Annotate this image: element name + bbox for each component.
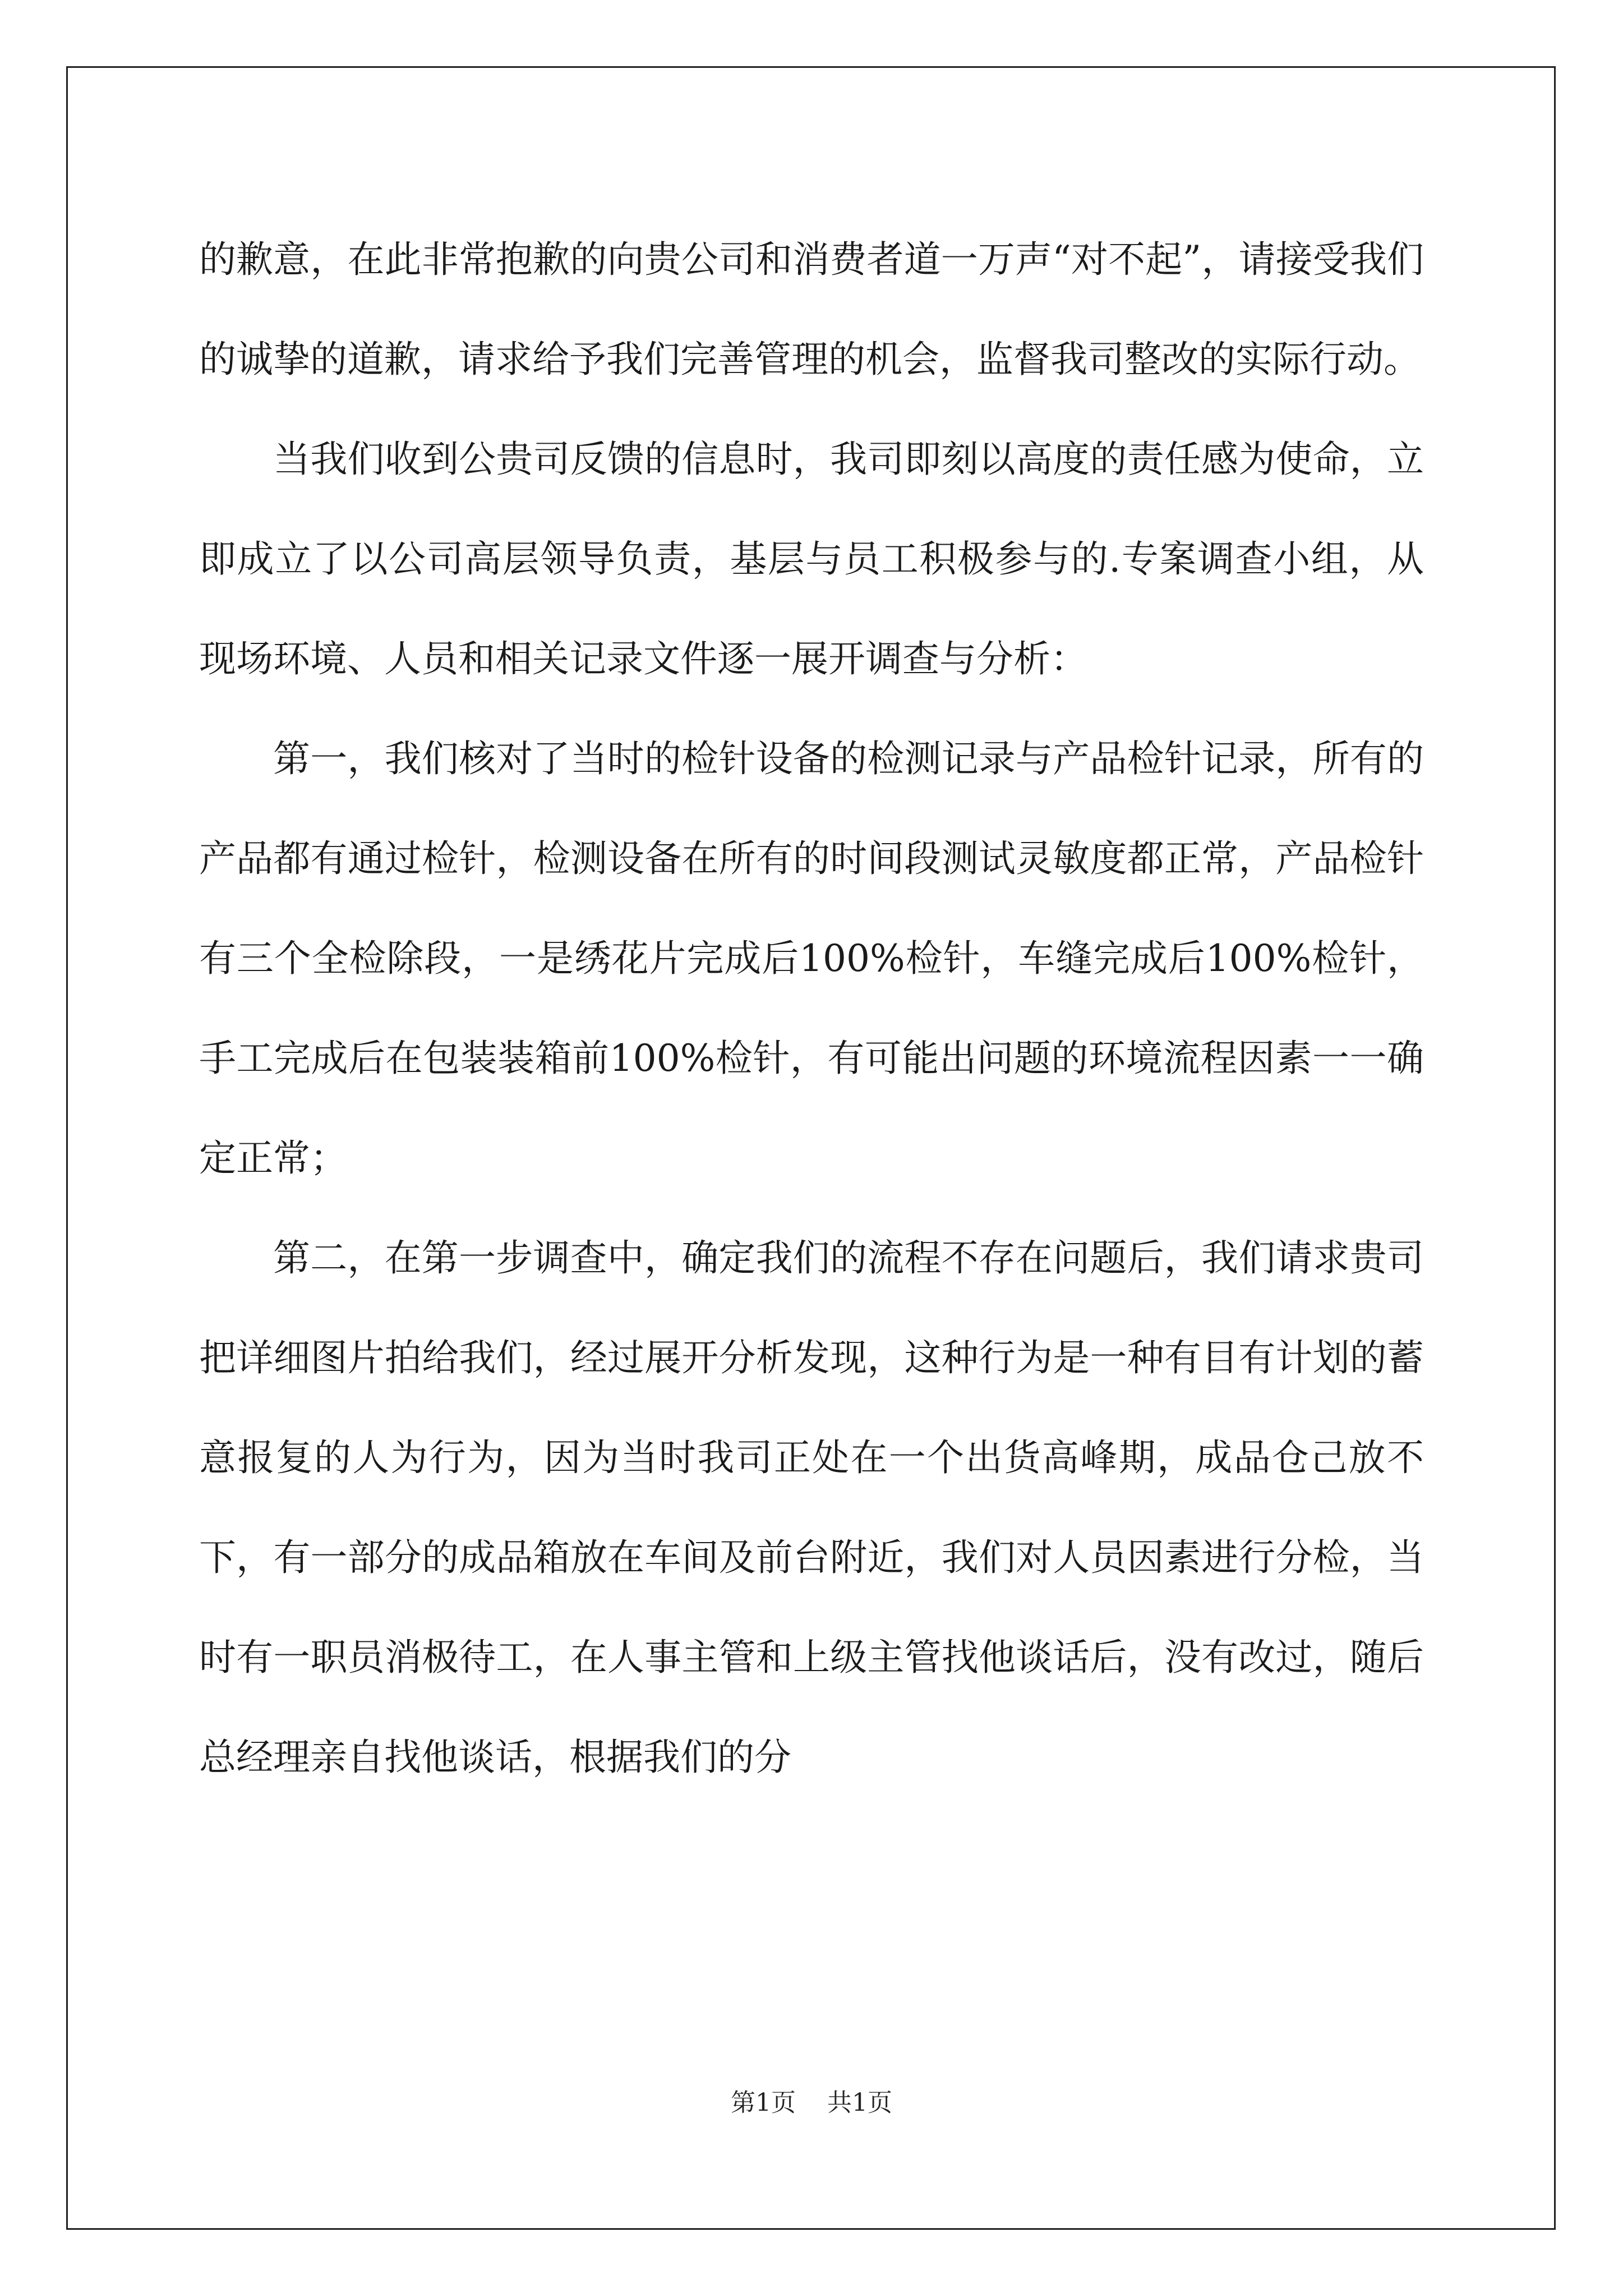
- paragraph-4: 第二，在第一步调查中，确定我们的流程不存在问题后，我们请求贵司把详细图片拍给我们，经过展开分析发现，这种行为是一种有目有计划的蓄意报复的人为行为，因为当时我司正处在一个出货高峰期，成品仓己放不下，有一部分的成品箱放在车间及前台附近，我们对人员因素进行分检，当时有一职员消极待工，在人事主管和上级主管找他谈话后，没有改过，随后总经理亲自找他谈话，根据我们的分: [199, 1236, 1424, 1779]
- paragraph-3: 第一，我们核对了当时的检针设备的检测记录与产品检针记录，所有的产品都有通过检针，检测设备在所有的时间段测试灵敏度都正常，产品检针有三个全检除段，一是绣花片完成后100%检针，车缝完成后100%检针，手工完成后在包装装箱前100%检针，有可能出问题的环境流程因素一一确定正常；: [199, 737, 1424, 1180]
- paragraph-2: 当我们收到公贵司反馈的信息时，我司即刻以高度的责任感为使命，立即成立了以公司高层领导负责，基层与员工积极参与的.专案调查小组，从现场环境、人员和相关记录文件逐一展开调查与分析：: [199, 438, 1424, 680]
- page-footer: [0, 2082, 1623, 2118]
- page-number-current: 第1页: [731, 2088, 796, 2117]
- page-number-total: 共1页: [827, 2088, 892, 2117]
- document-body: [199, 210, 1424, 1807]
- paragraph-1: 的歉意，在此非常抱歉的向贵公司和消费者道一万声“对不起”，请接受我们的诚挚的道歉，请求给予我们完善管理的机会，监督我司整改的实际行动。: [199, 238, 1424, 381]
